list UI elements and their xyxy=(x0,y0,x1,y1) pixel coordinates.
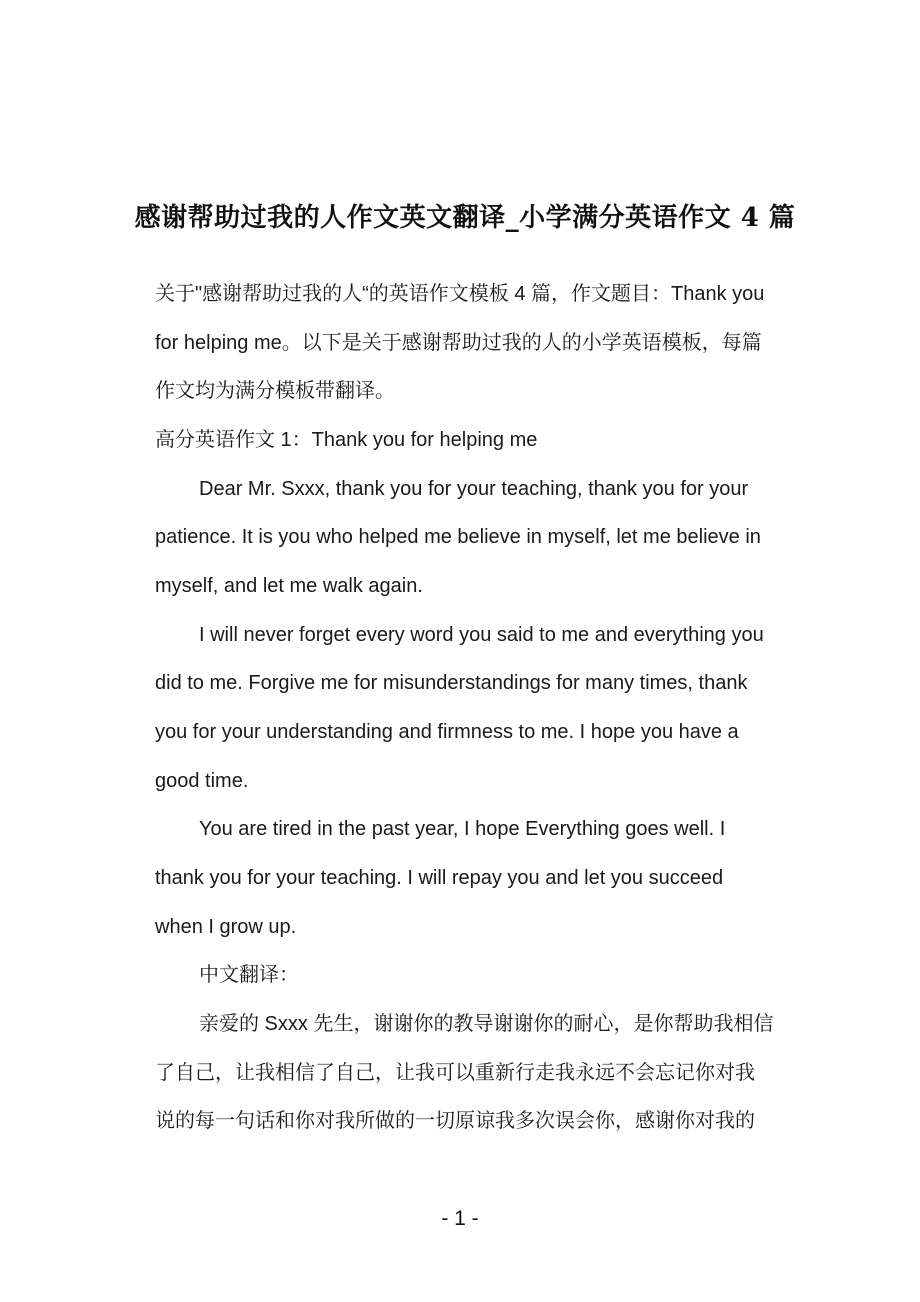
text-line: 关于"感谢帮助过我的人“的英语作文模板 4 篇，作文题目：Thank you xyxy=(155,283,765,305)
text-line: 作文均为满分模板带翻译。 xyxy=(155,380,395,402)
text-line: did to me. Forgive me for misunderstandings for many times, thank xyxy=(155,672,748,694)
text-line: myself, and let me walk again. xyxy=(155,575,423,597)
text-line: 说的每一句话和你对我所做的一切原谅我多次误会你，感谢你对我的 xyxy=(155,1110,755,1132)
text-line: 高分英语作文 1：Thank you for helping me xyxy=(155,429,538,451)
text-line: thank you for your teaching. I will repay you and let you succeed xyxy=(155,867,724,889)
text-line: good time. xyxy=(155,770,249,792)
text-line: patience. It is you who helped me believe in myself, let me believe in xyxy=(155,526,761,548)
text-line: Dear Mr. Sxxx, thank you for your teaching, thank you for your xyxy=(199,478,749,500)
text-line: 中文翻译： xyxy=(199,964,299,986)
text-line: when I grow up. xyxy=(155,916,297,938)
text-line: 了自己，让我相信了自己，让我可以重新行走我永远不会忘记你对我 xyxy=(155,1062,755,1084)
text-line: 亲爱的 Sxxx 先生，谢谢你的教导谢谢你的耐心，是你帮助我相信 xyxy=(199,1013,774,1035)
text-line: for helping me。以下是关于感谢帮助过我的人的小学英语模板，每篇 xyxy=(155,332,762,354)
document-title: 感谢帮助过我的人作文英文翻译_小学满分英语作文 4 篇 xyxy=(134,203,796,233)
text-line: you for your understanding and firmness to me. I hope you have a xyxy=(155,721,739,743)
text-line: You are tired in the past year, I hope Everything goes well. I xyxy=(199,818,726,840)
page-number: - 1 - xyxy=(441,1207,479,1230)
text-line: I will never forget every word you said to me and everything you xyxy=(199,624,764,646)
